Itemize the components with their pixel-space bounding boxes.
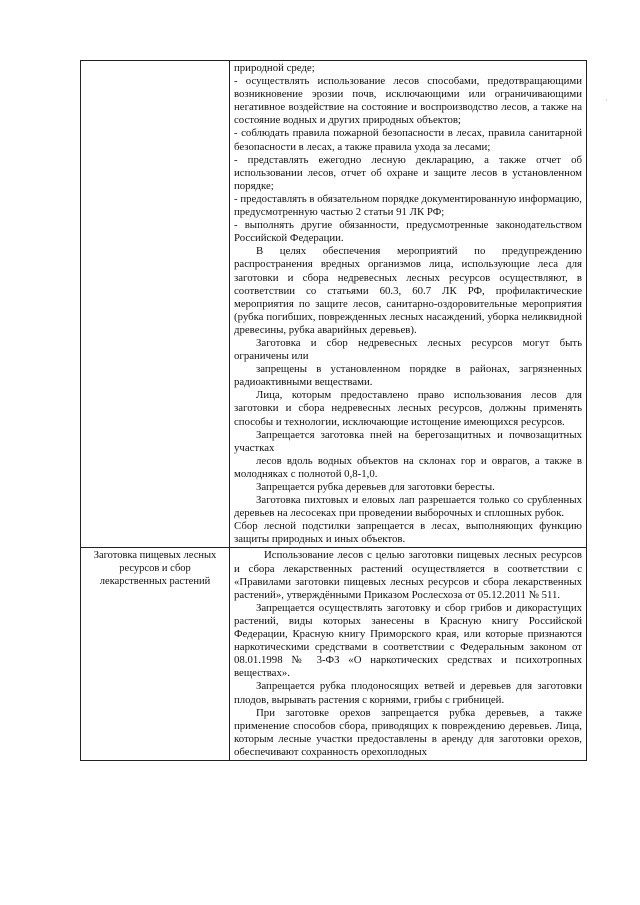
paragraph: Заготовка и сбор недревесных лесных ресурсов могут быть ограничены или [234, 336, 582, 363]
paragraph: - выполнять другие обязанности, предусмотренные законодательством Российской Федерации. [234, 219, 582, 245]
paragraph: - предоставлять в обязательном порядке документированную информацию, предусмотренную частью 2 статьи 91 ЛК РФ; [234, 192, 582, 219]
table-row [81, 61, 587, 548]
paragraph: В целях обеспечения мероприятий по предупреждению распространения вредных организмов лица, использующие леса для заготовки и сбора недревесных лесных ресурсов осуществляют, в соответствии со статьями 60.3, 60.7 ЛК РФ, профилактические мероприятия по защите лесов, санитарно-оздоровительные мероприятия (рубка погибших, поврежденных лесных насаждений, уборка неликвидной древесины, рубка аварийных деревьев). [234, 245, 582, 336]
paragraph: Заготовка пихтовых и еловых лап разрешается только со срубленных деревьев на лесосеках при проведении выборочных и сплошных рубок. [234, 494, 582, 520]
row-label-cell [81, 61, 230, 548]
paragraph: Запрещается заготовка пней на берегозащитных и почвозащитных участках [234, 428, 582, 454]
row-content-cell [230, 548, 587, 761]
paragraph: Запрещается рубка плодоносящих ветвей и деревьев для заготовки плодов, вырывать растения с корнями, грибы с грибницей. [234, 680, 582, 706]
paragraph: - соблюдать правила пожарной безопасности в лесах, правила санитарной безопасности в лесах, а также правила ухода за лесами; [234, 127, 582, 153]
paragraph: Сбор лесной подстилки запрещается в лесах, выполняющих функцию защиты природных и иных объектов. [234, 520, 582, 546]
paragraph: Запрещается осуществлять заготовку и сбор грибов и дикорастущих растений, виды которых занесены в Красную книгу Российской Федерации, Красную книгу Приморского края, или которые признаются наркотическими средствами в соответствии с Федеральным законом от 08.01.1998 № 3-ФЗ «О наркотических средствах и психотропных веществах». [234, 601, 582, 680]
paragraph: Использование лесов с целью заготовки пищевых лесных ресурсов и сбора лекарственных растений осуществляется в соответствии с «Правилами заготовки пищевых лесных ресурсов и сбора лекарственных растений», утверждёнными Приказом Рослесхоза от 05.12.2011 № 511. [234, 549, 582, 601]
scan-edge-mark: · [605, 96, 608, 105]
row-label: Заготовка пищевых лесных ресурсов и сбор лекарственных растений [93, 550, 217, 588]
row-content-cell [230, 61, 587, 548]
paragraph: - представлять ежегодно лесную декларацию, а также отчет об использовании лесов, отчет об охране и защите лесов в установленном порядке; [234, 153, 582, 192]
paragraph: запрещены в установленном порядке в районах, загрязненных радиоактивными веществами. [234, 363, 582, 389]
paragraph: - осуществлять использование лесов способами, предотвращающими возникновение эрозии почв, исключающими или ограничивающими негативное воздействие на состояние и воспроизводство лесов, а также на состояние водных и других природных объектов; [234, 75, 582, 127]
paragraph: природной среде; [234, 62, 315, 74]
row-label-cell [81, 548, 230, 761]
paragraph: лесов вдоль водных объектов на склонах гор и оврагов, а также в молодняках с полнотой 0,8-1,0. [234, 454, 582, 480]
paragraph: При заготовке орехов запрещается рубка деревьев, а также применение способов сбора, приводящих к повреждению деревьев. Лица, которым лесные участки предоставлены в аренду для заготовки орехов, обеспечивают сохранность орехоплодных [234, 706, 582, 758]
table-row [81, 548, 587, 761]
paragraph: Лица, которым предоставлено право использования лесов для заготовки и сбора недревесных лесных ресурсов, должны применять способы и технологии, исключающие истощение имеющихся ресурсов. [234, 389, 582, 428]
regulations-table [80, 60, 587, 761]
paragraph: Запрещается рубка деревьев для заготовки бересты. [256, 481, 495, 493]
